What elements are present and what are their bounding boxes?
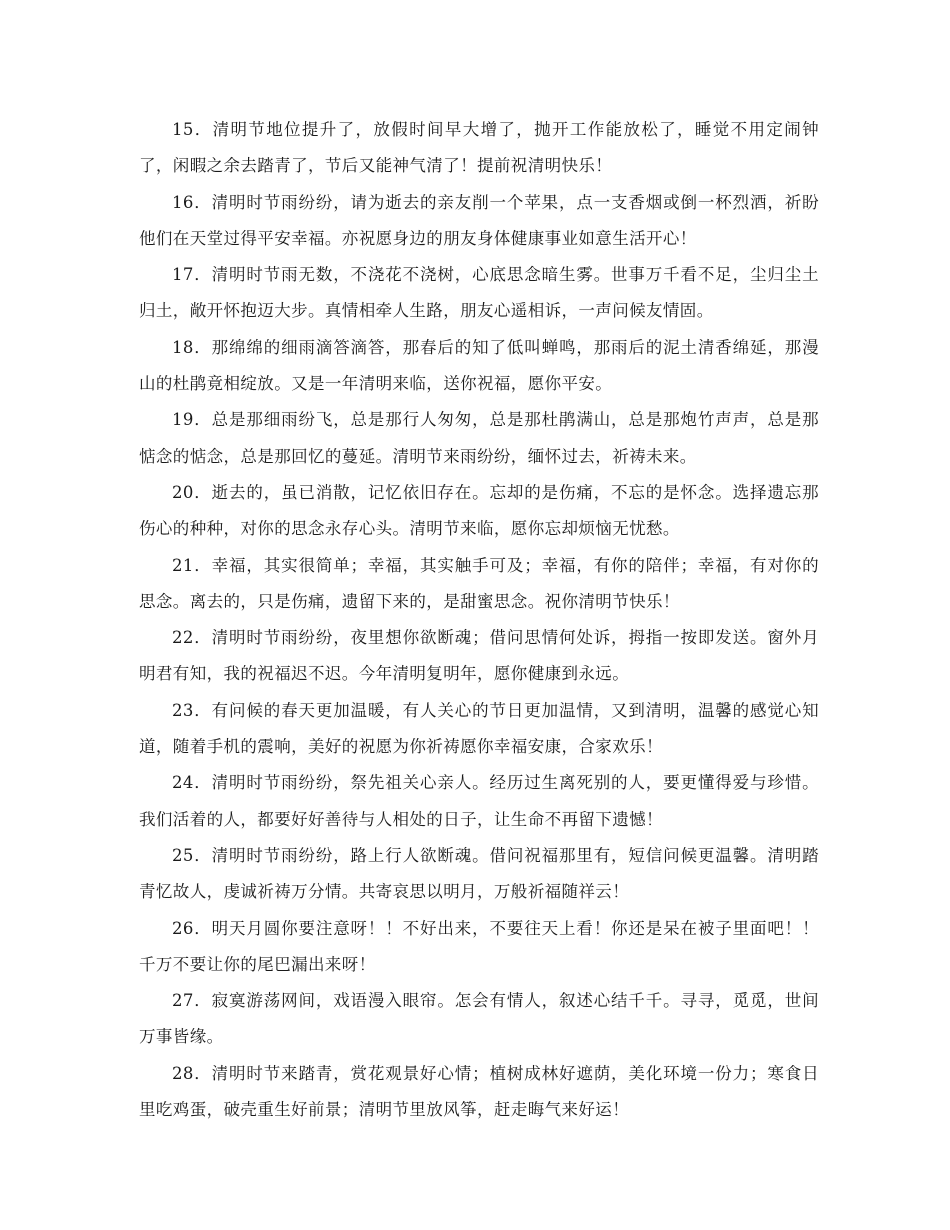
paragraph-22: 22．清明时节雨纷纷，夜里想你欲断魂；借问思情何处诉，拇指一按即发送。窗外月明君有知，我的祝福迟不迟。今年清明复明年，愿你健康到永远。 (139, 628, 819, 684)
paragraph-16: 16．清明时节雨纷纷，请为逝去的亲友削一个苹果，点一支香烟或倒一杯烈酒，祈盼他们在天堂过得平安幸福。亦祝愿身边的朋友身体健康事业如意生活开心！ (139, 192, 819, 248)
paragraph-19: 19．总是那细雨纷飞，总是那行人匆匆，总是那杜鹃满山，总是那炮竹声声，总是那惦念的惦念，总是那回忆的蔓延。清明节来雨纷纷，缅怀过去，祈祷未来。 (139, 410, 819, 466)
paragraph-27: 27．寂寞游荡网间，戏语漫入眼帘。怎会有情人，叙述心结千千。寻寻，觅觅，世间万事皆缘。 (139, 991, 819, 1047)
paragraph-17: 17．清明时节雨无数，不浇花不浇树，心底思念暗生雾。世事万千看不足，尘归尘土归土，敞开怀抱迈大步。真情相牵人生路，朋友心遥相诉，一声问候友情固。 (139, 265, 819, 321)
paragraph-28: 28．清明时节来踏青，赏花观景好心情；植树成林好遮荫，美化环境一份力；寒食日里吃鸡蛋，破壳重生好前景；清明节里放风筝，赶走晦气来好运！ (139, 1063, 819, 1120)
paragraph-24: 24．清明时节雨纷纷，祭先祖关心亲人。经历过生离死别的人，要更懂得爱与珍惜。我们活着的人，都要好好善待与人相处的日子，让生命不再留下遗憾！ (139, 773, 819, 829)
paragraph-25: 25．清明时节雨纷纷，路上行人欲断魂。借问祝福那里有，短信问候更温馨。清明踏青忆故人，虔诚祈祷万分情。共寄哀思以明月，万般祈福随祥云！ (139, 845, 819, 902)
paragraph-21: 21．幸福，其实很简单；幸福，其实触手可及；幸福，有你的陪伴；幸福，有对你的思念。离去的，只是伤痛，遗留下来的，是甜蜜思念。祝你清明节快乐！ (139, 555, 819, 611)
paragraph-26: 26．明天月圆你要注意呀！！不好出来，不要往天上看！你还是呆在被子里面吧！！千万不要让你的尾巴漏出来呀！ (139, 918, 819, 974)
paragraph-23: 23．有问候的春天更加温暖，有人关心的节日更加温情，又到清明，温馨的感觉心知道，随着手机的震响，美好的祝愿为你祈祷愿你幸福安康，合家欢乐！ (139, 700, 819, 757)
paragraph-18: 18．那绵绵的细雨滴答滴答，那春后的知了低叫蝉鸣，那雨后的泥土清香绵延，那漫山的杜鹃竟相绽放。又是一年清明来临，送你祝福，愿你平安。 (139, 337, 819, 394)
paragraph-20: 20．逝去的，虽已消散，记忆依旧存在。忘却的是伤痛，不忘的是怀念。选择遗忘那伤心的种种，对你的思念永存心头。清明节来临，愿你忘却烦恼无忧愁。 (139, 482, 819, 539)
paragraph-15: 15．清明节地位提升了，放假时间早大增了，抛开工作能放松了，睡觉不用定闹钟了，闲暇之余去踏青了，节后又能神气清了！提前祝清明快乐！ (139, 120, 819, 176)
document-body (139, 112, 819, 1128)
